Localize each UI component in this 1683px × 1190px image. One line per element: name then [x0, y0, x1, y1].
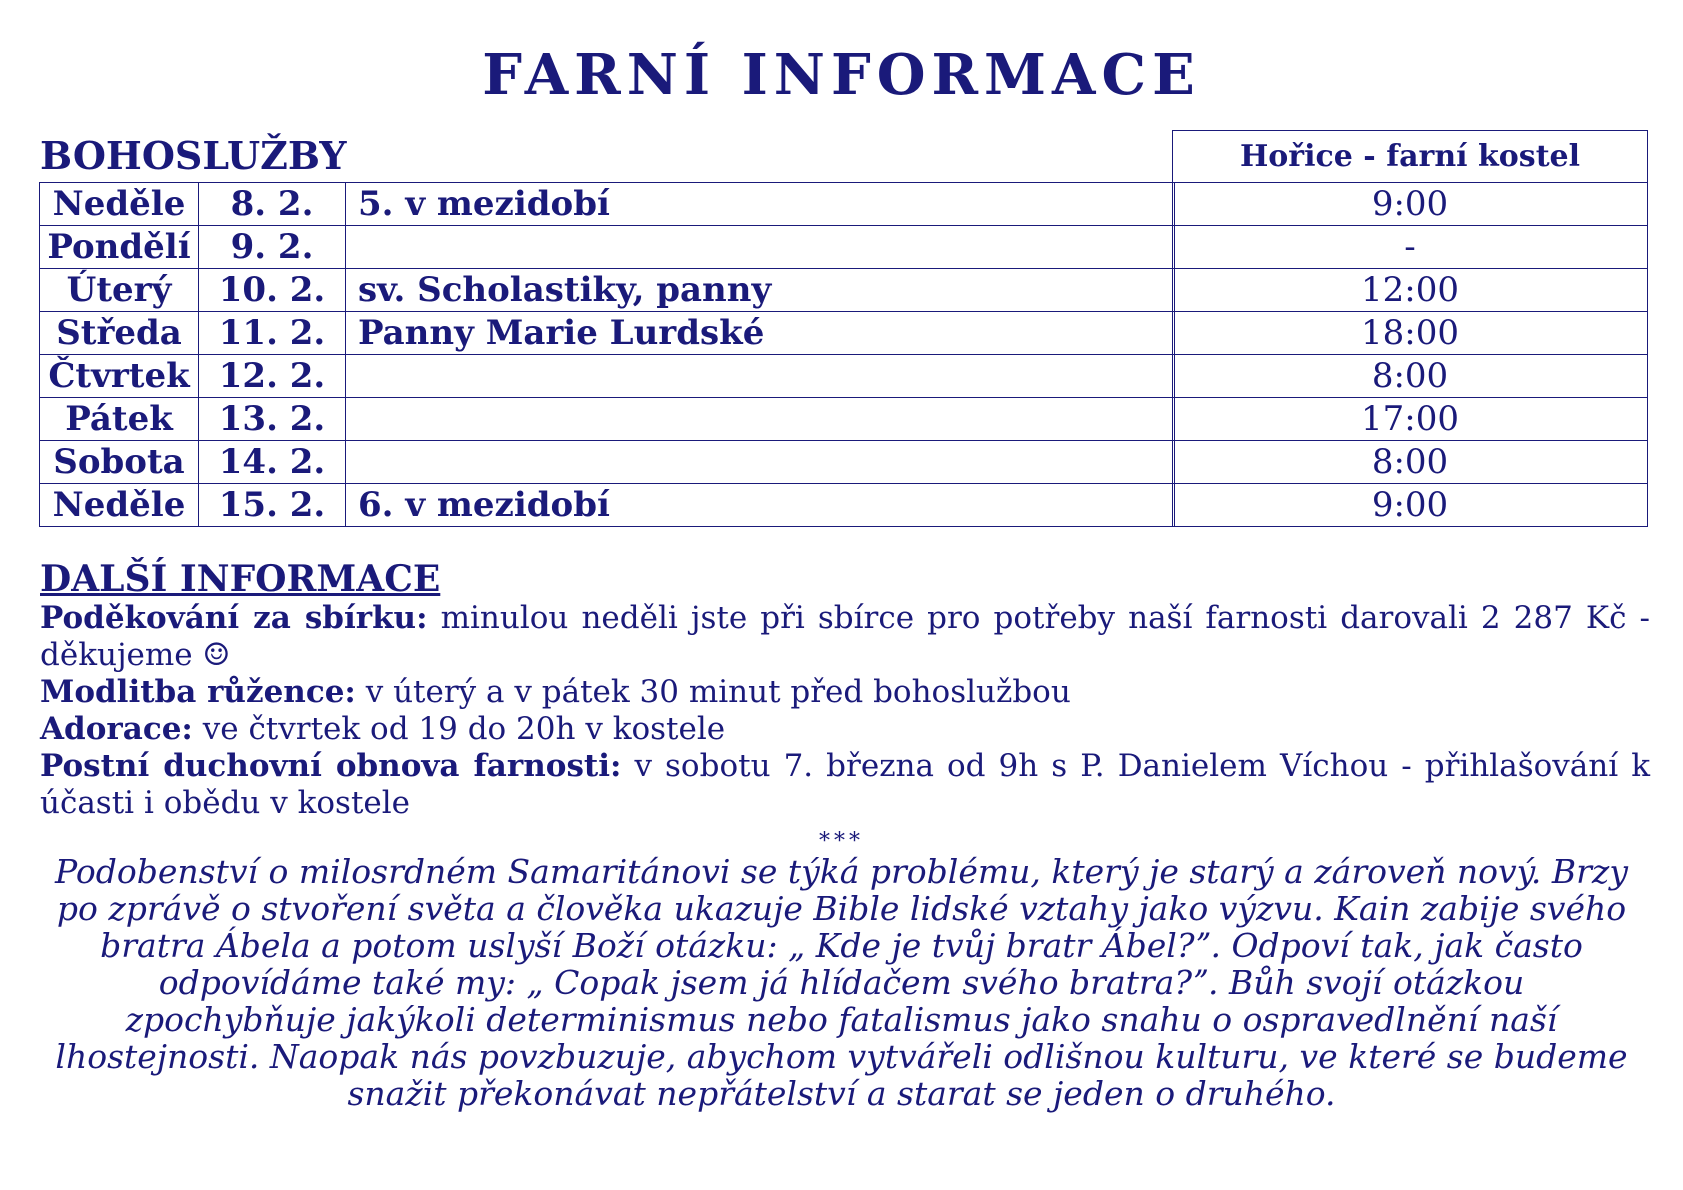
table-row [1173, 398, 1648, 441]
info-label: Poděkování za sbírku: [40, 600, 428, 636]
info-text: v úterý a v pátek 30 minut před bohoslužbou [355, 674, 1071, 710]
service-day: Pondělí [40, 226, 199, 269]
services-table [39, 182, 1175, 527]
table-row [40, 441, 1175, 484]
info-text: ve čtvrtek od 19 do 20h v kostele [192, 711, 726, 747]
table-row [40, 269, 1175, 312]
table-row [1173, 226, 1648, 269]
service-date: 15. 2. [199, 484, 346, 527]
service-day: Neděle [40, 183, 199, 226]
info-heading: DALŠÍ INFORMACE [40, 558, 441, 600]
table-row [1173, 312, 1648, 355]
service-day: Úterý [40, 269, 199, 312]
service-day: Středa [40, 312, 199, 355]
table-header-row [1173, 131, 1648, 183]
service-feast: Panny Marie Lurdské [346, 312, 1175, 355]
service-feast [346, 226, 1175, 269]
info-section [40, 558, 1650, 822]
service-feast: 6. v mezidobí [346, 484, 1175, 527]
service-day: Sobota [40, 441, 199, 484]
service-date: 9. 2. [199, 226, 346, 269]
table-row [40, 183, 1175, 226]
service-date: 11. 2. [199, 312, 346, 355]
service-day: Čtvrtek [40, 355, 199, 398]
service-time: 17:00 [1173, 398, 1648, 441]
quote-paragraph: Podobenství o milosrdném Samaritánovi se týká problému, který je starý a zároveň nový. Brzy po zprávě o stvoření světa a člověka ukazuje Bible lidské vztahy jako výzvu. Kain zabije svého bratra Ábela a potom uslyší Boží otázku: „ Kde je tvůj bratr Ábel?ˮ. Odpoví tak, jak často odpovídáme také my: „ Copak jsem já hlídačem svého bratra?ˮ. Bůh svojí otázkou zpochybňuje jakýkoli determinismus nebo fatalismus jako snahu o ospravedlnění naší lhostejnosti. Naopak nás povzbuzuje, abychom vytvářeli odlišnou kulturu, ve které se budeme snažit překonávat nepřátelství a starat se jeden o druhého. [55, 852, 1628, 1113]
table-row [1173, 484, 1648, 527]
table-row [40, 484, 1175, 527]
service-day: Pátek [40, 398, 199, 441]
service-day: Neděle [40, 484, 199, 527]
service-feast [346, 398, 1175, 441]
service-feast: 5. v mezidobí [346, 183, 1175, 226]
service-date: 14. 2. [199, 441, 346, 484]
table-row [1173, 355, 1648, 398]
info-text: v sobotu 7. března od 9h s P. Danielem Víchou - přihlašování k účasti i obědu v kostele [40, 748, 1650, 821]
info-item [40, 674, 1650, 711]
page-title: FARNÍ INFORMACE [482, 42, 1201, 108]
service-feast: sv. Scholastiky, panny [346, 269, 1175, 312]
table-row [1173, 441, 1648, 484]
service-time: 8:00 [1173, 355, 1648, 398]
church-header: Hořice - farní kostel [1173, 131, 1648, 183]
service-time: - [1173, 226, 1648, 269]
info-item [40, 711, 1650, 748]
separator: *** [819, 829, 864, 854]
info-label: Adorace: [40, 711, 193, 747]
info-item [40, 748, 1650, 822]
info-text: minulou neděli jste při sbírce pro potřeby naší farnosti darovali 2 287 Kč - děkujeme ☺ [40, 600, 1650, 673]
info-label: Postní duchovní obnova farnosti: [40, 748, 622, 784]
service-date: 13. 2. [199, 398, 346, 441]
table-row [40, 312, 1175, 355]
service-time: 18:00 [1173, 312, 1648, 355]
service-date: 8. 2. [199, 183, 346, 226]
service-time: 12:00 [1173, 269, 1648, 312]
info-item [40, 600, 1650, 674]
table-row [40, 226, 1175, 269]
service-time: 8:00 [1173, 441, 1648, 484]
service-feast [346, 441, 1175, 484]
table-row [40, 398, 1175, 441]
service-date: 10. 2. [199, 269, 346, 312]
service-feast [346, 355, 1175, 398]
info-label: Modlitba růžence: [40, 674, 356, 710]
service-time: 9:00 [1173, 484, 1648, 527]
table-row [1173, 183, 1648, 226]
service-date: 12. 2. [199, 355, 346, 398]
service-time: 9:00 [1173, 183, 1648, 226]
table-row [1173, 269, 1648, 312]
times-table [1172, 130, 1648, 527]
table-row [40, 355, 1175, 398]
services-heading: BOHOSLUŽBY [40, 133, 347, 178]
